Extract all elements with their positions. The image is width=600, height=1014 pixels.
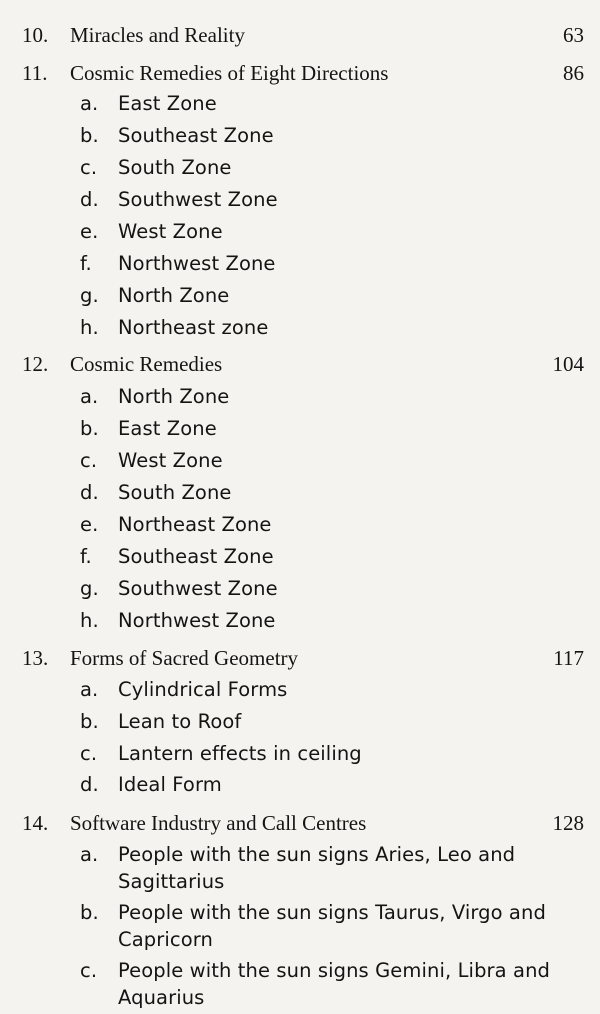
subsection-title: Northeast Zone — [118, 513, 272, 536]
subsection-letter: a. — [80, 385, 99, 408]
subsection-letter: h. — [80, 316, 99, 339]
subsection-title: Northwest Zone — [118, 609, 276, 632]
subsection-letter: b. — [80, 417, 99, 440]
subsection-title: Southeast Zone — [118, 545, 274, 568]
subsection-letter: b. — [80, 710, 99, 733]
subsection-letter: b. — [80, 124, 99, 147]
toc-chapter-13 — [0, 643, 600, 673]
subsection-title: West Zone — [118, 449, 223, 472]
subsection-letter: d. — [80, 188, 99, 211]
subsection-letter: c. — [80, 742, 98, 765]
subsection-title: West Zone — [118, 220, 223, 243]
subsection-title: South Zone — [118, 481, 232, 504]
chapter-number: 11. — [22, 61, 48, 85]
subsection-letter: c. — [80, 449, 98, 472]
chapter-title: Cosmic Remedies of Eight Directions — [70, 61, 389, 85]
chapter-page-number: 86 — [563, 61, 584, 85]
subsection-title: Cylindrical Forms — [118, 678, 288, 701]
subsection-letter: e. — [80, 513, 99, 536]
chapter-number: 14. — [22, 811, 49, 835]
subsection-title: North Zone — [118, 385, 230, 408]
chapter-page-number: 128 — [552, 811, 584, 835]
chapter-number: 12. — [22, 352, 49, 376]
subsection-title: Northwest Zone — [118, 252, 276, 275]
chapter-number: 10. — [22, 23, 49, 47]
chapter-title: Forms of Sacred Geometry — [70, 646, 299, 670]
subsection-letter: h. — [80, 609, 99, 632]
chapter-page-number: 117 — [553, 646, 584, 670]
subsection-letter: f. — [80, 252, 92, 275]
subsection-title: Northeast zone — [118, 316, 269, 339]
subsection-letter: d. — [80, 773, 99, 796]
subsection-title: East Zone — [118, 92, 217, 115]
subsection-title: People with the sun signs Gemini, Libra and Aquarius — [118, 959, 551, 1009]
chapter-page-number: 63 — [563, 23, 584, 47]
chapter-title: Cosmic Remedies — [70, 352, 223, 376]
subsection-title: East Zone — [118, 417, 217, 440]
subsection-title: North Zone — [118, 284, 230, 307]
subsection-letter: b. — [80, 901, 99, 924]
subsection-letter: a. — [80, 92, 99, 115]
subsection-letter: c. — [80, 959, 98, 982]
subsection-letter: f. — [80, 545, 92, 568]
toc-chapter-11 — [0, 58, 600, 88]
subsection-letter: d. — [80, 481, 99, 504]
subsection-title: Ideal Form — [118, 773, 222, 796]
chapter-page-number: 104 — [552, 352, 584, 376]
subsection-title: People with the sun signs Taurus, Virgo and Capricorn — [118, 901, 546, 951]
subsection-title: People with the sun signs Aries, Leo and Sagittarius — [118, 843, 516, 893]
chapter-title: Software Industry and Call Centres — [70, 811, 367, 835]
subsection-letter: a. — [80, 678, 99, 701]
subsection-title: South Zone — [118, 156, 232, 179]
subsection-letter: g. — [80, 577, 99, 600]
subsection-letter: e. — [80, 220, 99, 243]
toc-chapter-14 — [0, 808, 600, 838]
toc-chapter-12 — [0, 349, 600, 379]
chapter-number: 13. — [22, 646, 49, 670]
toc-chapter-10 — [0, 20, 600, 50]
subsection-title: Southwest Zone — [118, 188, 278, 211]
subsection-title: Lantern effects in ceiling — [118, 742, 362, 765]
subsection-title: Southeast Zone — [118, 124, 274, 147]
chapter-title: Miracles and Reality — [70, 23, 245, 47]
subsection-title: Southwest Zone — [118, 577, 278, 600]
subsection-letter: g. — [80, 284, 99, 307]
subsection-title: Lean to Roof — [118, 710, 242, 733]
subsection-letter: a. — [80, 843, 99, 866]
subsection-letter: c. — [80, 156, 98, 179]
